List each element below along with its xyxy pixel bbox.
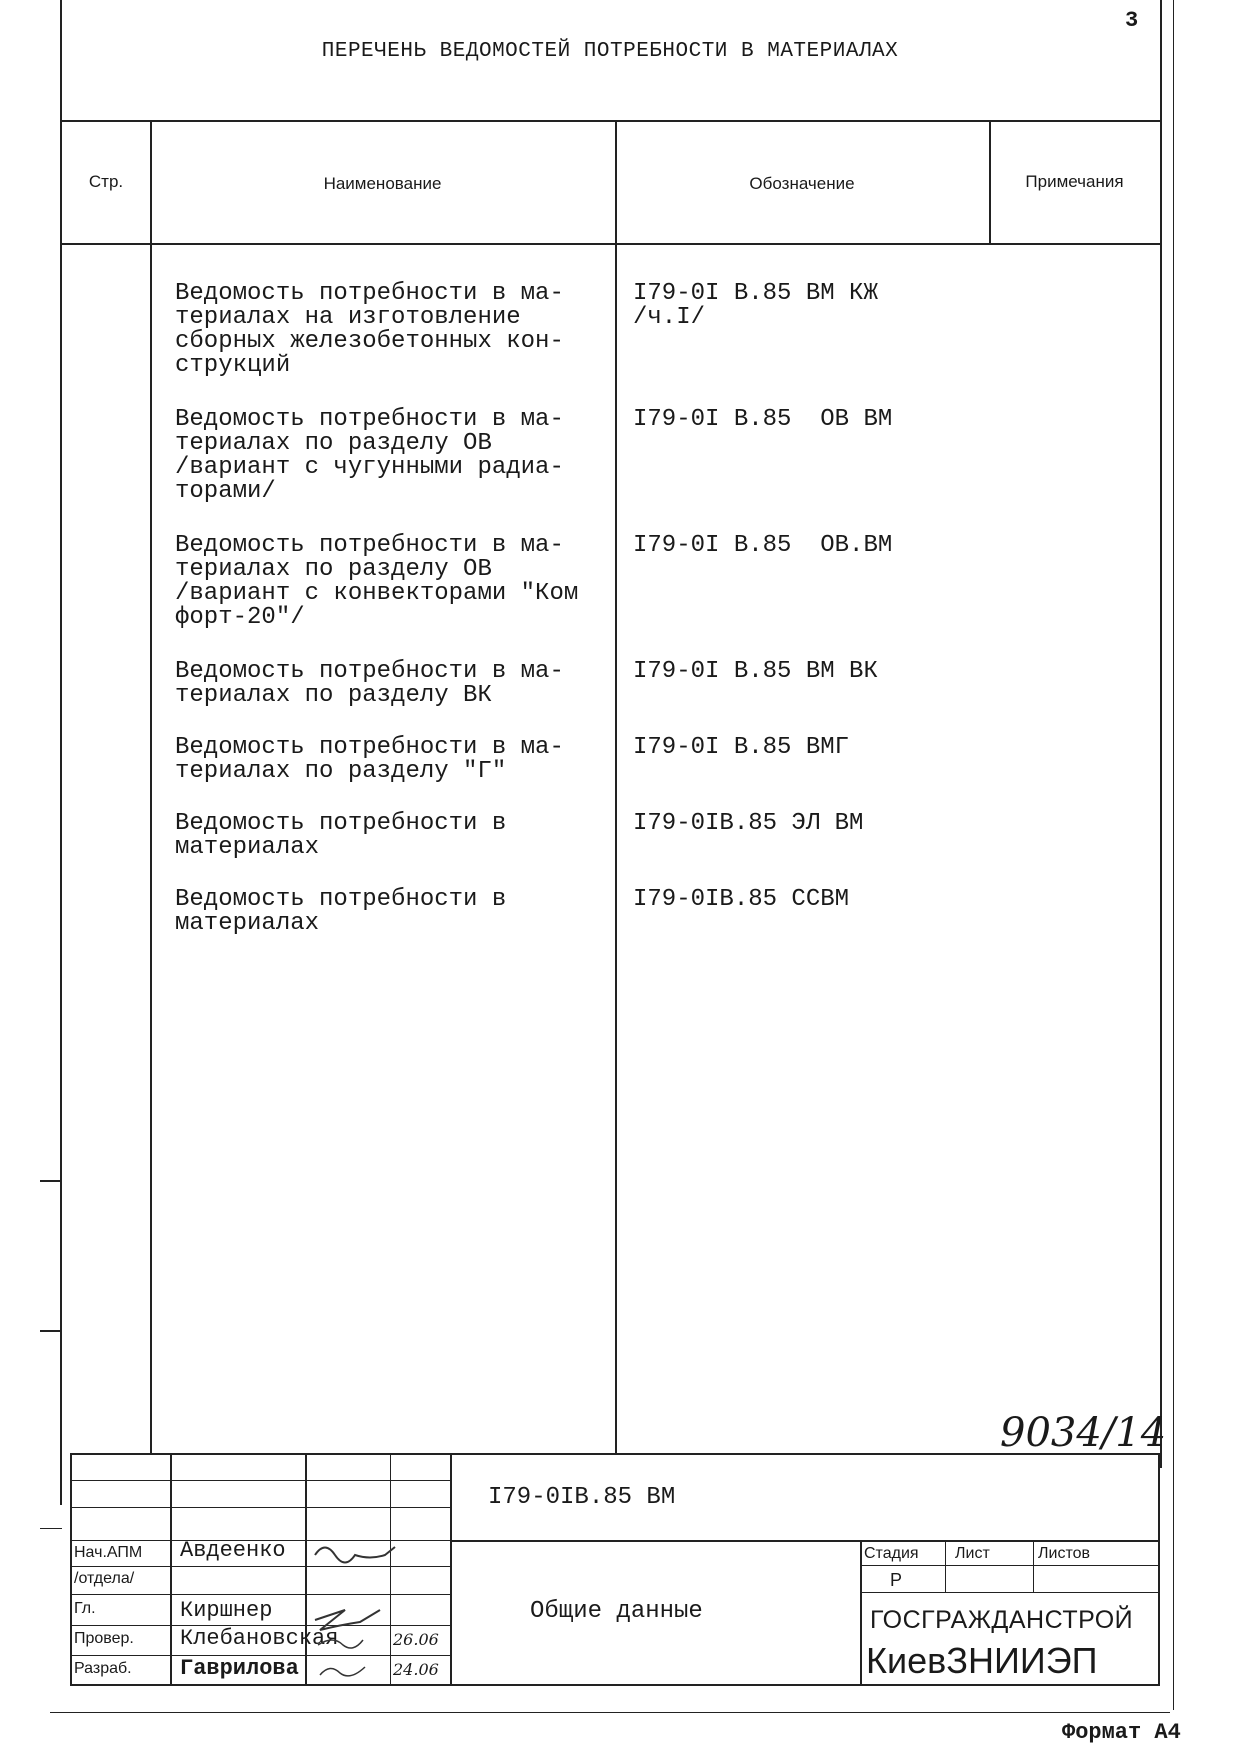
stamp-divider bbox=[170, 1453, 172, 1686]
stamp-row-line bbox=[860, 1592, 1160, 1593]
stamp-code-line bbox=[450, 1540, 1160, 1542]
org-ministry: ГОСГРАЖДАНСТРОЙ bbox=[870, 1606, 1134, 1634]
page-number: 3 bbox=[1125, 8, 1139, 33]
row-3-designation: I79-0I В.85 ОВ.ВМ bbox=[633, 532, 893, 559]
header-notes: Примечания bbox=[1025, 172, 1124, 191]
stamp-name-chief: Киршнер bbox=[180, 1598, 273, 1623]
row-7-name: Ведомость потребности в материалах bbox=[175, 886, 507, 937]
stamp-document-title: Общие данные bbox=[530, 1598, 703, 1625]
header-designation: Обозначение bbox=[749, 174, 855, 193]
row-4-name: Ведомость потребности в ма- териалах по разделу ВК bbox=[175, 658, 564, 709]
stamp-divider bbox=[1033, 1540, 1034, 1592]
stamp-divider bbox=[860, 1540, 862, 1686]
row-4-designation: I79-0I В.85 ВМ ВК bbox=[633, 658, 878, 685]
stamp-document-code: I79-0IВ.85 ВМ bbox=[488, 1484, 676, 1511]
stamp-sheet-label: Лист bbox=[955, 1545, 990, 1562]
stamp-divider bbox=[305, 1453, 307, 1686]
stamp-row-line bbox=[860, 1565, 1160, 1566]
margin-tick bbox=[40, 1528, 62, 1529]
sheet-edge-line bbox=[1173, 0, 1174, 1710]
stamp-role-author: Разраб. bbox=[74, 1660, 132, 1677]
header-name: Наименование bbox=[323, 174, 442, 193]
inventory-number: 9034/14 bbox=[1000, 1410, 1167, 1456]
frame-right-border bbox=[1160, 0, 1162, 1468]
stamp-sheets-label: Листов bbox=[1038, 1545, 1090, 1562]
stamp-row-line bbox=[70, 1507, 450, 1508]
row-1-designation: I79-0I В.85 ВМ КЖ /ч.I/ bbox=[633, 280, 878, 331]
stamp-role-head: Нач.АПМ bbox=[74, 1544, 143, 1561]
row-5-name: Ведомость потребности в ма- териалах по разделу "Г" bbox=[175, 734, 564, 785]
column-divider-name bbox=[615, 120, 617, 1453]
stamp-name-author: Гаврилова bbox=[180, 1656, 299, 1681]
row-3-name: Ведомость потребности в ма- териалах по разделу ОВ /вариант с конвекторами "Ком форт-20"/ bbox=[175, 532, 579, 631]
org-institute: КиевЗНИИЭП bbox=[866, 1640, 1098, 1681]
column-divider-page bbox=[150, 120, 152, 1453]
row-6-name: Ведомость потребности в материалах bbox=[175, 810, 507, 861]
row-1-name: Ведомость потребности в ма- териалах на изготовление сборных железобетонных кон- струкций bbox=[175, 280, 564, 379]
stamp-stage-value: Р bbox=[890, 1570, 903, 1590]
row-7-designation: I79-0IВ.85 ССВМ bbox=[633, 886, 850, 913]
format-label: Формат А4 bbox=[1062, 1720, 1181, 1745]
row-2-name: Ведомость потребности в ма- териалах по разделу ОВ /вариант с чугунными радиа- торами/ bbox=[175, 406, 564, 505]
row-5-designation: I79-0I В.85 ВМГ bbox=[633, 734, 850, 761]
stamp-name-head: Авдеенко bbox=[180, 1538, 286, 1563]
stamp-divider bbox=[450, 1453, 452, 1686]
stamp-name-checker: Клебановская bbox=[180, 1626, 339, 1651]
stamp-date-checker: 26.06 bbox=[393, 1630, 439, 1649]
stamp-date-author: 24.06 bbox=[393, 1660, 439, 1679]
bottom-trim-line bbox=[50, 1712, 1170, 1713]
margin-tick bbox=[40, 1330, 62, 1332]
stamp-stage-label: Стадия bbox=[864, 1545, 919, 1562]
stamp-role-dept: /отдела/ bbox=[74, 1570, 135, 1587]
margin-tick bbox=[40, 1180, 62, 1182]
stamp-divider bbox=[945, 1540, 946, 1592]
row-2-designation: I79-0I В.85 ОВ ВМ bbox=[633, 406, 893, 433]
row-6-designation: I79-0IВ.85 ЭЛ ВМ bbox=[633, 810, 864, 837]
stamp-role-checker: Провер. bbox=[74, 1630, 134, 1647]
frame-left-border bbox=[60, 0, 62, 1505]
header-bottom-border bbox=[60, 243, 1160, 245]
header-page: Стр. bbox=[88, 172, 124, 191]
page-title: ПЕРЕЧЕНЬ ВЕДОМОСТЕЙ ПОТРЕБНОСТИ В МАТЕРИАЛАХ bbox=[321, 40, 899, 63]
stamp-role-chief: Гл. bbox=[74, 1600, 96, 1617]
stamp-row-line bbox=[70, 1480, 450, 1481]
table-top-border bbox=[60, 120, 1160, 122]
